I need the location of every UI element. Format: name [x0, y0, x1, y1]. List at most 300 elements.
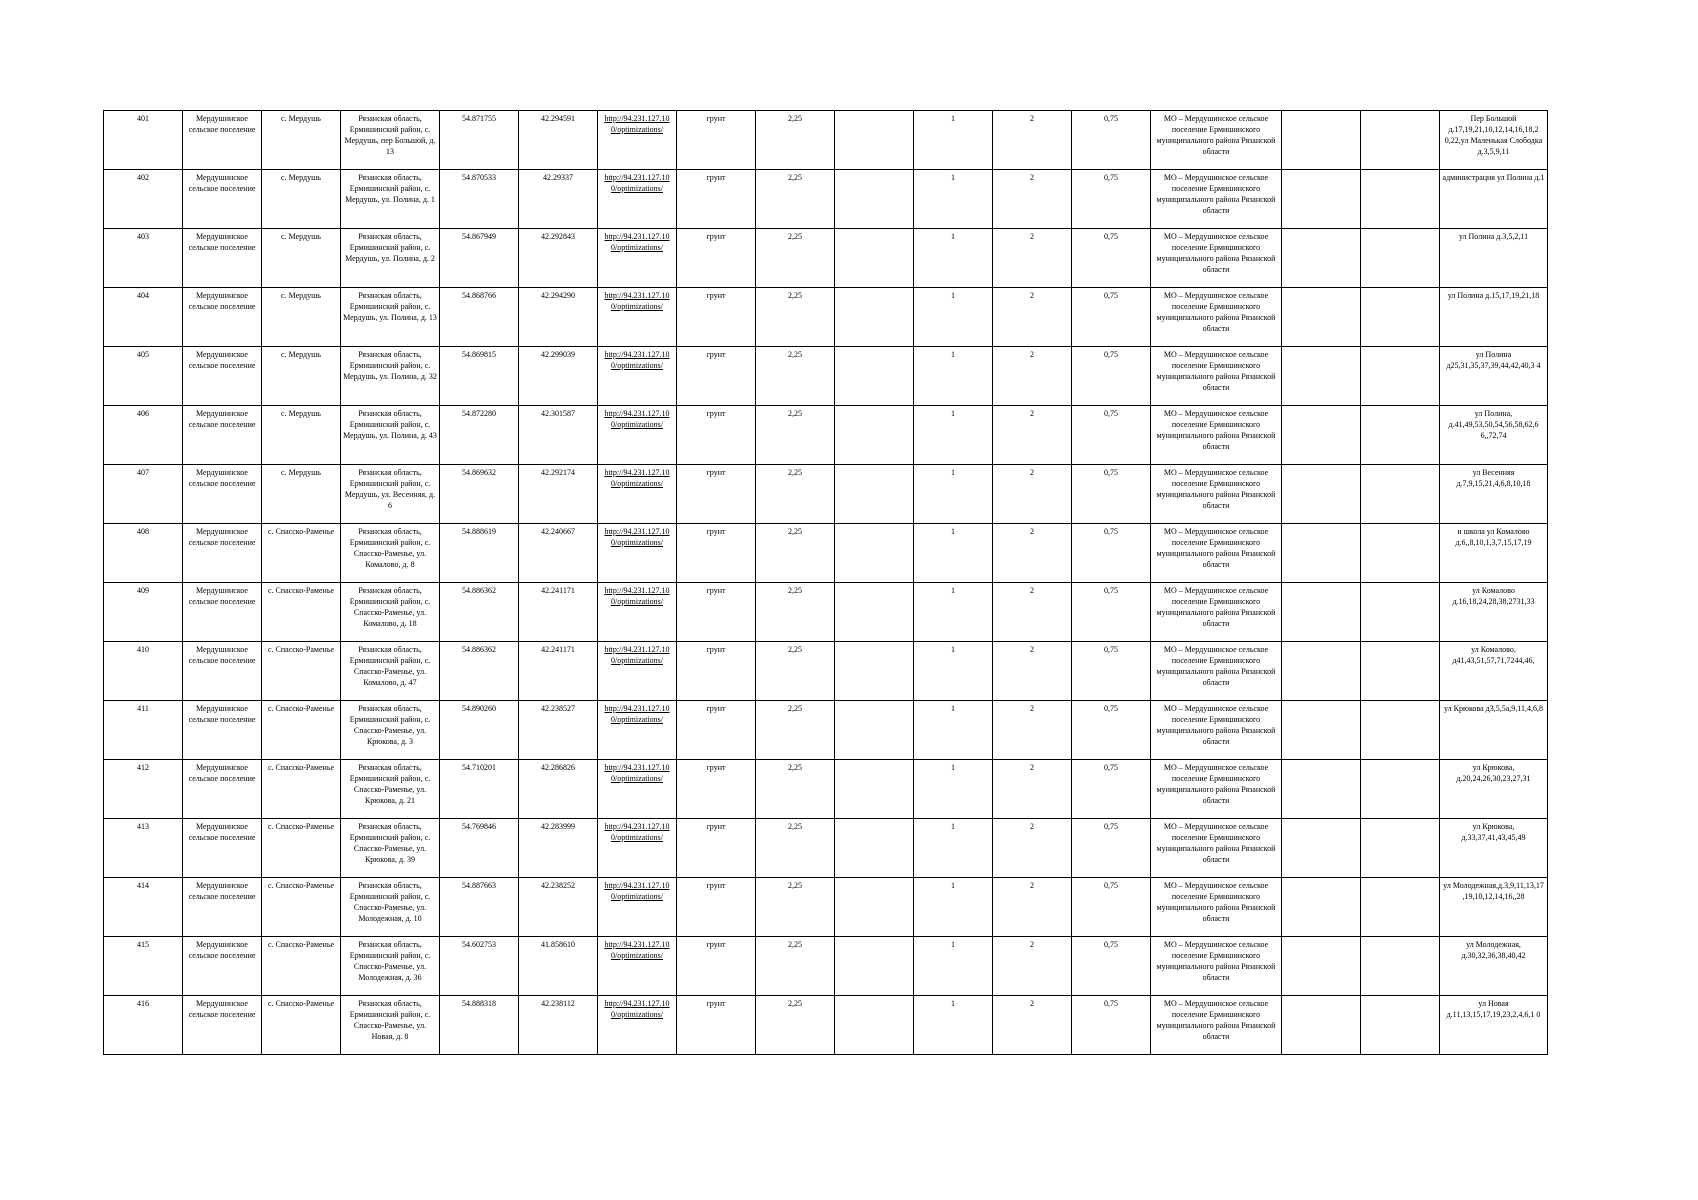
- latitude-cell: 54.869815: [440, 347, 519, 406]
- address-cell: Рязанская область, Ермишинский район, с. Спасско-Раменье, ул. Крюкова, д. 21: [341, 760, 440, 819]
- latitude-cell: 54.710201: [440, 760, 519, 819]
- empty-cell: [1282, 406, 1361, 465]
- empty-cell: [835, 111, 914, 170]
- container-count-cell: 1: [914, 701, 993, 760]
- area-cell: 2,25: [756, 583, 835, 642]
- latitude-cell: 54.872280: [440, 406, 519, 465]
- village-cell: с. Спасско-Раменье: [262, 701, 341, 760]
- link-cell: [598, 229, 677, 288]
- row-number-cell: 409: [104, 583, 183, 642]
- empty-cell: [1282, 819, 1361, 878]
- empty-cell: [1361, 229, 1440, 288]
- longitude-cell: 42.241171: [519, 642, 598, 701]
- empty-cell: [1361, 583, 1440, 642]
- longitude-cell: 42.301587: [519, 406, 598, 465]
- owner-cell: МО – Мердушинское сельское поселение Ермишинского муниципального района Рязанской области: [1151, 760, 1282, 819]
- row-number-cell: 404: [104, 288, 183, 347]
- container-count-cell: 1: [914, 288, 993, 347]
- surface-type-cell: грунт: [677, 878, 756, 937]
- table-row: [104, 465, 1548, 524]
- empty-cell: [835, 524, 914, 583]
- empty-cell: [835, 170, 914, 229]
- waste-sources-cell: ул Весенняя д.7,9,15,21,4,6,8,10,18: [1440, 465, 1548, 524]
- row-number-cell: 408: [104, 524, 183, 583]
- village-cell: с. Спасско-Раменье: [262, 937, 341, 996]
- address-cell: Рязанская область, Ермишинский район, с. Спасско-Раменье, ул. Комалово, д. 8: [341, 524, 440, 583]
- waste-sources-cell: ул Крюкова, д.33,37,41,43,45,49: [1440, 819, 1548, 878]
- container-count-cell: 1: [914, 583, 993, 642]
- settlement-cell: Мердушинское сельское поселение: [183, 111, 262, 170]
- latitude-cell: 54.769846: [440, 819, 519, 878]
- volume-cell: 0,75: [1072, 701, 1151, 760]
- surface-type-cell: грунт: [677, 642, 756, 701]
- optimizations-link[interactable]: http://94.231.127.10 0/optimizations/: [604, 704, 670, 724]
- address-cell: Рязанская область, Ермишинский район, с. Мердушь, ул. Полина, д. 2: [341, 229, 440, 288]
- row-number-cell: 401: [104, 111, 183, 170]
- row-number-cell: 403: [104, 229, 183, 288]
- link-cell: [598, 878, 677, 937]
- address-cell: Рязанская область, Ермишинский район, с. Спасско-Раменье, ул. Крюкова, д. 3: [341, 701, 440, 760]
- link-cell: [598, 465, 677, 524]
- container-count-cell: 1: [914, 111, 993, 170]
- platform-count-cell: 2: [993, 288, 1072, 347]
- container-count-cell: 1: [914, 819, 993, 878]
- area-cell: 2,25: [756, 937, 835, 996]
- volume-cell: 0,75: [1072, 760, 1151, 819]
- container-count-cell: 1: [914, 642, 993, 701]
- settlement-cell: Мердушинское сельское поселение: [183, 229, 262, 288]
- empty-cell: [1361, 347, 1440, 406]
- empty-cell: [1361, 288, 1440, 347]
- settlement-cell: Мердушинское сельское поселение: [183, 170, 262, 229]
- surface-type-cell: грунт: [677, 347, 756, 406]
- area-cell: 2,25: [756, 996, 835, 1055]
- empty-cell: [835, 288, 914, 347]
- waste-sources-cell: ул Новая д.11,13,15,17,19,23,2,4,6,1 0: [1440, 996, 1548, 1055]
- empty-cell: [835, 347, 914, 406]
- platform-count-cell: 2: [993, 701, 1072, 760]
- owner-cell: МО – Мердушинское сельское поселение Ермишинского муниципального района Рязанской области: [1151, 111, 1282, 170]
- waste-sources-cell: ул Молодежная, д.30,32,36,38,40,42: [1440, 937, 1548, 996]
- platform-count-cell: 2: [993, 170, 1072, 229]
- table-row: [104, 111, 1548, 170]
- waste-sources-cell: ул Полина д25,31,35,37,39,44,42,40,3 4: [1440, 347, 1548, 406]
- latitude-cell: 54.871755: [440, 111, 519, 170]
- village-cell: с. Спасско-Раменье: [262, 583, 341, 642]
- empty-cell: [1282, 701, 1361, 760]
- village-cell: с. Спасско-Раменье: [262, 878, 341, 937]
- link-cell: [598, 170, 677, 229]
- optimizations-link[interactable]: http://94.231.127.10 0/optimizations/: [604, 763, 670, 783]
- empty-cell: [835, 760, 914, 819]
- empty-cell: [1361, 406, 1440, 465]
- container-count-cell: 1: [914, 229, 993, 288]
- settlement-cell: Мердушинское сельское поселение: [183, 996, 262, 1055]
- container-sites-table: [103, 110, 1548, 1055]
- row-number-cell: 407: [104, 465, 183, 524]
- link-cell: [598, 583, 677, 642]
- row-number-cell: 416: [104, 996, 183, 1055]
- waste-sources-cell: ул Комалово д.16,18,24,28,38,2731,33: [1440, 583, 1548, 642]
- empty-cell: [1282, 111, 1361, 170]
- village-cell: с. Мердушь: [262, 465, 341, 524]
- waste-sources-cell: и школа ул Комалово д.6,,8,10,1,3,7,15,17,19: [1440, 524, 1548, 583]
- platform-count-cell: 2: [993, 937, 1072, 996]
- optimizations-link[interactable]: http://94.231.127.10 0/optimizations/: [604, 173, 670, 193]
- table-row: [104, 170, 1548, 229]
- owner-cell: МО – Мердушинское сельское поселение Ермишинского муниципального района Рязанской области: [1151, 701, 1282, 760]
- empty-cell: [1361, 642, 1440, 701]
- empty-cell: [1282, 583, 1361, 642]
- container-count-cell: 1: [914, 937, 993, 996]
- owner-cell: МО – Мердушинское сельское поселение Ермишинского муниципального района Рязанской области: [1151, 878, 1282, 937]
- area-cell: 2,25: [756, 111, 835, 170]
- optimizations-link[interactable]: http://94.231.127.10 0/optimizations/: [604, 999, 670, 1019]
- surface-type-cell: грунт: [677, 937, 756, 996]
- waste-sources-cell: ул Полина д.15,17,19,21,18: [1440, 288, 1548, 347]
- empty-cell: [1282, 878, 1361, 937]
- row-number-cell: 415: [104, 937, 183, 996]
- platform-count-cell: 2: [993, 996, 1072, 1055]
- owner-cell: МО – Мердушинское сельское поселение Ермишинского муниципального района Рязанской области: [1151, 288, 1282, 347]
- address-cell: Рязанская область, Ермишинский район, с. Спасско-Раменье, ул. Крюкова, д. 39: [341, 819, 440, 878]
- optimizations-link[interactable]: http://94.231.127.10 0/optimizations/: [604, 586, 670, 606]
- latitude-cell: 54.602753: [440, 937, 519, 996]
- address-cell: Рязанская область, Ермишинский район, с. Мердушь, ул. Полина, д. 43: [341, 406, 440, 465]
- empty-cell: [1282, 347, 1361, 406]
- optimizations-link[interactable]: http://94.231.127.10 0/optimizations/: [604, 350, 670, 370]
- village-cell: с. Мердушь: [262, 229, 341, 288]
- link-cell: [598, 524, 677, 583]
- surface-type-cell: грунт: [677, 229, 756, 288]
- volume-cell: 0,75: [1072, 642, 1151, 701]
- link-cell: [598, 819, 677, 878]
- area-cell: 2,25: [756, 170, 835, 229]
- link-cell: [598, 937, 677, 996]
- platform-count-cell: 2: [993, 524, 1072, 583]
- surface-type-cell: грунт: [677, 996, 756, 1055]
- volume-cell: 0,75: [1072, 288, 1151, 347]
- area-cell: 2,25: [756, 229, 835, 288]
- empty-cell: [1282, 170, 1361, 229]
- settlement-cell: Мердушинское сельское поселение: [183, 642, 262, 701]
- platform-count-cell: 2: [993, 760, 1072, 819]
- area-cell: 2,25: [756, 878, 835, 937]
- empty-cell: [1361, 937, 1440, 996]
- owner-cell: МО – Мердушинское сельское поселение Ермишинского муниципального района Рязанской области: [1151, 406, 1282, 465]
- village-cell: с. Мердушь: [262, 347, 341, 406]
- address-cell: Рязанская область, Ермишинский район, с. Мердушь, пер Большой, д. 13: [341, 111, 440, 170]
- settlement-cell: Мердушинское сельское поселение: [183, 524, 262, 583]
- address-cell: Рязанская область, Ермишинский район, с. Спасско-Раменье, ул. Молодежная, д. 10: [341, 878, 440, 937]
- empty-cell: [835, 996, 914, 1055]
- area-cell: 2,25: [756, 524, 835, 583]
- optimizations-link[interactable]: http://94.231.127.10 0/optimizations/: [604, 232, 670, 252]
- row-number-cell: 414: [104, 878, 183, 937]
- longitude-cell: 42.294591: [519, 111, 598, 170]
- waste-sources-cell: ул Комалово, д41,43,51,57,71,7244,46,: [1440, 642, 1548, 701]
- address-cell: Рязанская область, Ермишинский район, с. Спасско-Раменье, ул. Комалово, д. 47: [341, 642, 440, 701]
- waste-sources-cell: ул Полина, д.41,49,53,50,54,56,58,62,6 6,,72,74: [1440, 406, 1548, 465]
- owner-cell: МО – Мердушинское сельское поселение Ермишинского муниципального района Рязанской области: [1151, 524, 1282, 583]
- container-count-cell: 1: [914, 170, 993, 229]
- optimizations-link[interactable]: http://94.231.127.10 0/optimizations/: [604, 468, 670, 488]
- empty-cell: [835, 701, 914, 760]
- empty-cell: [1361, 524, 1440, 583]
- platform-count-cell: 2: [993, 229, 1072, 288]
- platform-count-cell: 2: [993, 819, 1072, 878]
- empty-cell: [1282, 465, 1361, 524]
- settlement-cell: Мердушинское сельское поселение: [183, 583, 262, 642]
- area-cell: 2,25: [756, 819, 835, 878]
- longitude-cell: 42.292843: [519, 229, 598, 288]
- surface-type-cell: грунт: [677, 465, 756, 524]
- row-number-cell: 405: [104, 347, 183, 406]
- link-cell: [598, 642, 677, 701]
- row-number-cell: 413: [104, 819, 183, 878]
- row-number-cell: 406: [104, 406, 183, 465]
- empty-cell: [835, 583, 914, 642]
- address-cell: Рязанская область, Ермишинский район, с. Спасско-Раменье, ул. Новая, д. 8: [341, 996, 440, 1055]
- settlement-cell: Мердушинское сельское поселение: [183, 937, 262, 996]
- volume-cell: 0,75: [1072, 406, 1151, 465]
- container-count-cell: 1: [914, 406, 993, 465]
- empty-cell: [1282, 996, 1361, 1055]
- surface-type-cell: грунт: [677, 760, 756, 819]
- surface-type-cell: грунт: [677, 583, 756, 642]
- empty-cell: [1282, 642, 1361, 701]
- empty-cell: [1282, 760, 1361, 819]
- waste-sources-cell: ул Крюкова, д.20,24,26,30,23,27,31: [1440, 760, 1548, 819]
- platform-count-cell: 2: [993, 465, 1072, 524]
- row-number-cell: 412: [104, 760, 183, 819]
- latitude-cell: 54.870533: [440, 170, 519, 229]
- link-cell: [598, 701, 677, 760]
- surface-type-cell: грунт: [677, 524, 756, 583]
- link-cell: [598, 288, 677, 347]
- village-cell: с. Мердушь: [262, 288, 341, 347]
- table-row: [104, 819, 1548, 878]
- longitude-cell: 42.286826: [519, 760, 598, 819]
- platform-count-cell: 2: [993, 406, 1072, 465]
- latitude-cell: 54.888619: [440, 524, 519, 583]
- owner-cell: МО – Мердушинское сельское поселение Ермишинского муниципального района Рязанской области: [1151, 229, 1282, 288]
- link-cell: [598, 347, 677, 406]
- longitude-cell: 42.238252: [519, 878, 598, 937]
- table-row: [104, 288, 1548, 347]
- empty-cell: [1361, 760, 1440, 819]
- optimizations-link[interactable]: http://94.231.127.10 0/optimizations/: [604, 291, 670, 311]
- longitude-cell: 42.238527: [519, 701, 598, 760]
- owner-cell: МО – Мердушинское сельское поселение Ермишинского муниципального района Рязанской области: [1151, 465, 1282, 524]
- longitude-cell: 42.238112: [519, 996, 598, 1055]
- surface-type-cell: грунт: [677, 170, 756, 229]
- optimizations-link[interactable]: http://94.231.127.10 0/optimizations/: [604, 527, 670, 547]
- table-row: [104, 642, 1548, 701]
- village-cell: с. Мердушь: [262, 111, 341, 170]
- table-row: [104, 701, 1548, 760]
- table-row: [104, 937, 1548, 996]
- container-count-cell: 1: [914, 347, 993, 406]
- empty-cell: [835, 406, 914, 465]
- surface-type-cell: грунт: [677, 288, 756, 347]
- platform-count-cell: 2: [993, 878, 1072, 937]
- link-cell: [598, 406, 677, 465]
- address-cell: Рязанская область, Ермишинский район, с. Мердушь, ул. Полина, д. 13: [341, 288, 440, 347]
- link-cell: [598, 111, 677, 170]
- settlement-cell: Мердушинское сельское поселение: [183, 347, 262, 406]
- row-number-cell: 410: [104, 642, 183, 701]
- longitude-cell: 42.292174: [519, 465, 598, 524]
- volume-cell: 0,75: [1072, 229, 1151, 288]
- settlement-cell: Мердушинское сельское поселение: [183, 406, 262, 465]
- owner-cell: МО – Мердушинское сельское поселение Ермишинского муниципального района Рязанской области: [1151, 583, 1282, 642]
- empty-cell: [1361, 878, 1440, 937]
- settlement-cell: Мердушинское сельское поселение: [183, 878, 262, 937]
- village-cell: с. Спасско-Раменье: [262, 760, 341, 819]
- area-cell: 2,25: [756, 288, 835, 347]
- longitude-cell: 41.858610: [519, 937, 598, 996]
- optimizations-link[interactable]: http://94.231.127.10 0/optimizations/: [604, 822, 670, 842]
- optimizations-link[interactable]: http://94.231.127.10 0/optimizations/: [604, 881, 670, 901]
- latitude-cell: 54.887663: [440, 878, 519, 937]
- empty-cell: [1282, 229, 1361, 288]
- settlement-cell: Мердушинское сельское поселение: [183, 288, 262, 347]
- volume-cell: 0,75: [1072, 524, 1151, 583]
- empty-cell: [1282, 524, 1361, 583]
- link-cell: [598, 996, 677, 1055]
- area-cell: 2,25: [756, 642, 835, 701]
- empty-cell: [1282, 937, 1361, 996]
- table-row: [104, 760, 1548, 819]
- latitude-cell: 54.886362: [440, 642, 519, 701]
- area-cell: 2,25: [756, 406, 835, 465]
- row-number-cell: 402: [104, 170, 183, 229]
- longitude-cell: 42.299039: [519, 347, 598, 406]
- latitude-cell: 54.890260: [440, 701, 519, 760]
- owner-cell: МО – Мердушинское сельское поселение Ермишинского муниципального района Рязанской области: [1151, 819, 1282, 878]
- village-cell: с. Спасско-Раменье: [262, 996, 341, 1055]
- table-row: [104, 524, 1548, 583]
- volume-cell: 0,75: [1072, 347, 1151, 406]
- waste-sources-cell: Пер Большой д.17,19,21,10,12,14,16,18,2 0,22,ул Маленькая Слободка д.3,5,9,11: [1440, 111, 1548, 170]
- empty-cell: [1361, 819, 1440, 878]
- waste-sources-cell: администрация ул Полина д.1: [1440, 170, 1548, 229]
- area-cell: 2,25: [756, 701, 835, 760]
- container-count-cell: 1: [914, 465, 993, 524]
- latitude-cell: 54.868766: [440, 288, 519, 347]
- empty-cell: [1282, 288, 1361, 347]
- latitude-cell: 54.867949: [440, 229, 519, 288]
- platform-count-cell: 2: [993, 583, 1072, 642]
- empty-cell: [1361, 465, 1440, 524]
- optimizations-link[interactable]: http://94.231.127.10 0/optimizations/: [604, 645, 670, 665]
- waste-sources-cell: ул Крюкова д3,5,5а,9,11,4,6,8: [1440, 701, 1548, 760]
- empty-cell: [835, 465, 914, 524]
- volume-cell: 0,75: [1072, 878, 1151, 937]
- address-cell: Рязанская область, Ермишинский район, с. Мердушь, ул. Полина, д. 32: [341, 347, 440, 406]
- empty-cell: [1361, 701, 1440, 760]
- table-row: [104, 583, 1548, 642]
- empty-cell: [1361, 170, 1440, 229]
- volume-cell: 0,75: [1072, 583, 1151, 642]
- latitude-cell: 54.886362: [440, 583, 519, 642]
- longitude-cell: 42.29337: [519, 170, 598, 229]
- settlement-cell: Мердушинское сельское поселение: [183, 819, 262, 878]
- surface-type-cell: грунт: [677, 406, 756, 465]
- surface-type-cell: грунт: [677, 701, 756, 760]
- surface-type-cell: грунт: [677, 819, 756, 878]
- settlement-cell: Мердушинское сельское поселение: [183, 701, 262, 760]
- table-row: [104, 996, 1548, 1055]
- longitude-cell: 42.283999: [519, 819, 598, 878]
- volume-cell: 0,75: [1072, 111, 1151, 170]
- latitude-cell: 54.888318: [440, 996, 519, 1055]
- table-row: [104, 406, 1548, 465]
- village-cell: с. Спасско-Раменье: [262, 642, 341, 701]
- latitude-cell: 54.869632: [440, 465, 519, 524]
- volume-cell: 0,75: [1072, 996, 1151, 1055]
- platform-count-cell: 2: [993, 347, 1072, 406]
- platform-count-cell: 2: [993, 111, 1072, 170]
- address-cell: Рязанская область, Ермишинский район, с. Мердушь, ул. Полина, д. 1: [341, 170, 440, 229]
- volume-cell: 0,75: [1072, 465, 1151, 524]
- empty-cell: [835, 229, 914, 288]
- address-cell: Рязанская область, Ермишинский район, с. Мердушь, ул. Весенняя, д. 6: [341, 465, 440, 524]
- longitude-cell: 42.294290: [519, 288, 598, 347]
- optimizations-link[interactable]: http://94.231.127.10 0/optimizations/: [604, 114, 670, 134]
- empty-cell: [1361, 996, 1440, 1055]
- table-row: [104, 347, 1548, 406]
- link-cell: [598, 760, 677, 819]
- settlement-cell: Мердушинское сельское поселение: [183, 465, 262, 524]
- container-count-cell: 1: [914, 996, 993, 1055]
- empty-cell: [835, 819, 914, 878]
- longitude-cell: 42.240667: [519, 524, 598, 583]
- empty-cell: [835, 878, 914, 937]
- village-cell: с. Мердушь: [262, 170, 341, 229]
- owner-cell: МО – Мердушинское сельское поселение Ермишинского муниципального района Рязанской области: [1151, 347, 1282, 406]
- platform-count-cell: 2: [993, 642, 1072, 701]
- container-count-cell: 1: [914, 878, 993, 937]
- volume-cell: 0,75: [1072, 937, 1151, 996]
- village-cell: с. Спасско-Раменье: [262, 524, 341, 583]
- container-count-cell: 1: [914, 524, 993, 583]
- address-cell: Рязанская область, Ермишинский район, с. Спасско-Раменье, ул. Комалово, д. 18: [341, 583, 440, 642]
- waste-sources-cell: ул Молодежная,д.3,9,11,13,17 ,19,10,12,14,16,,28: [1440, 878, 1548, 937]
- optimizations-link[interactable]: http://94.231.127.10 0/optimizations/: [604, 940, 670, 960]
- volume-cell: 0,75: [1072, 170, 1151, 229]
- container-count-cell: 1: [914, 760, 993, 819]
- empty-cell: [1361, 111, 1440, 170]
- area-cell: 2,25: [756, 760, 835, 819]
- owner-cell: МО – Мердушинское сельское поселение Ермишинского муниципального района Рязанской области: [1151, 996, 1282, 1055]
- owner-cell: МО – Мердушинское сельское поселение Ермишинского муниципального района Рязанской области: [1151, 937, 1282, 996]
- empty-cell: [835, 937, 914, 996]
- waste-sources-cell: ул Полина д.3,5,2,11: [1440, 229, 1548, 288]
- surface-type-cell: грунт: [677, 111, 756, 170]
- table-row: [104, 229, 1548, 288]
- empty-cell: [835, 642, 914, 701]
- area-cell: 2,25: [756, 465, 835, 524]
- optimizations-link[interactable]: http://94.231.127.10 0/optimizations/: [604, 409, 670, 429]
- owner-cell: МО – Мердушинское сельское поселение Ермишинского муниципального района Рязанской области: [1151, 642, 1282, 701]
- table-row: [104, 878, 1548, 937]
- longitude-cell: 42.241171: [519, 583, 598, 642]
- owner-cell: МО – Мердушинское сельское поселение Ермишинского муниципального района Рязанской области: [1151, 170, 1282, 229]
- address-cell: Рязанская область, Ермишинский район, с. Спасско-Раменье, ул. Молодежная, д. 36: [341, 937, 440, 996]
- volume-cell: 0,75: [1072, 819, 1151, 878]
